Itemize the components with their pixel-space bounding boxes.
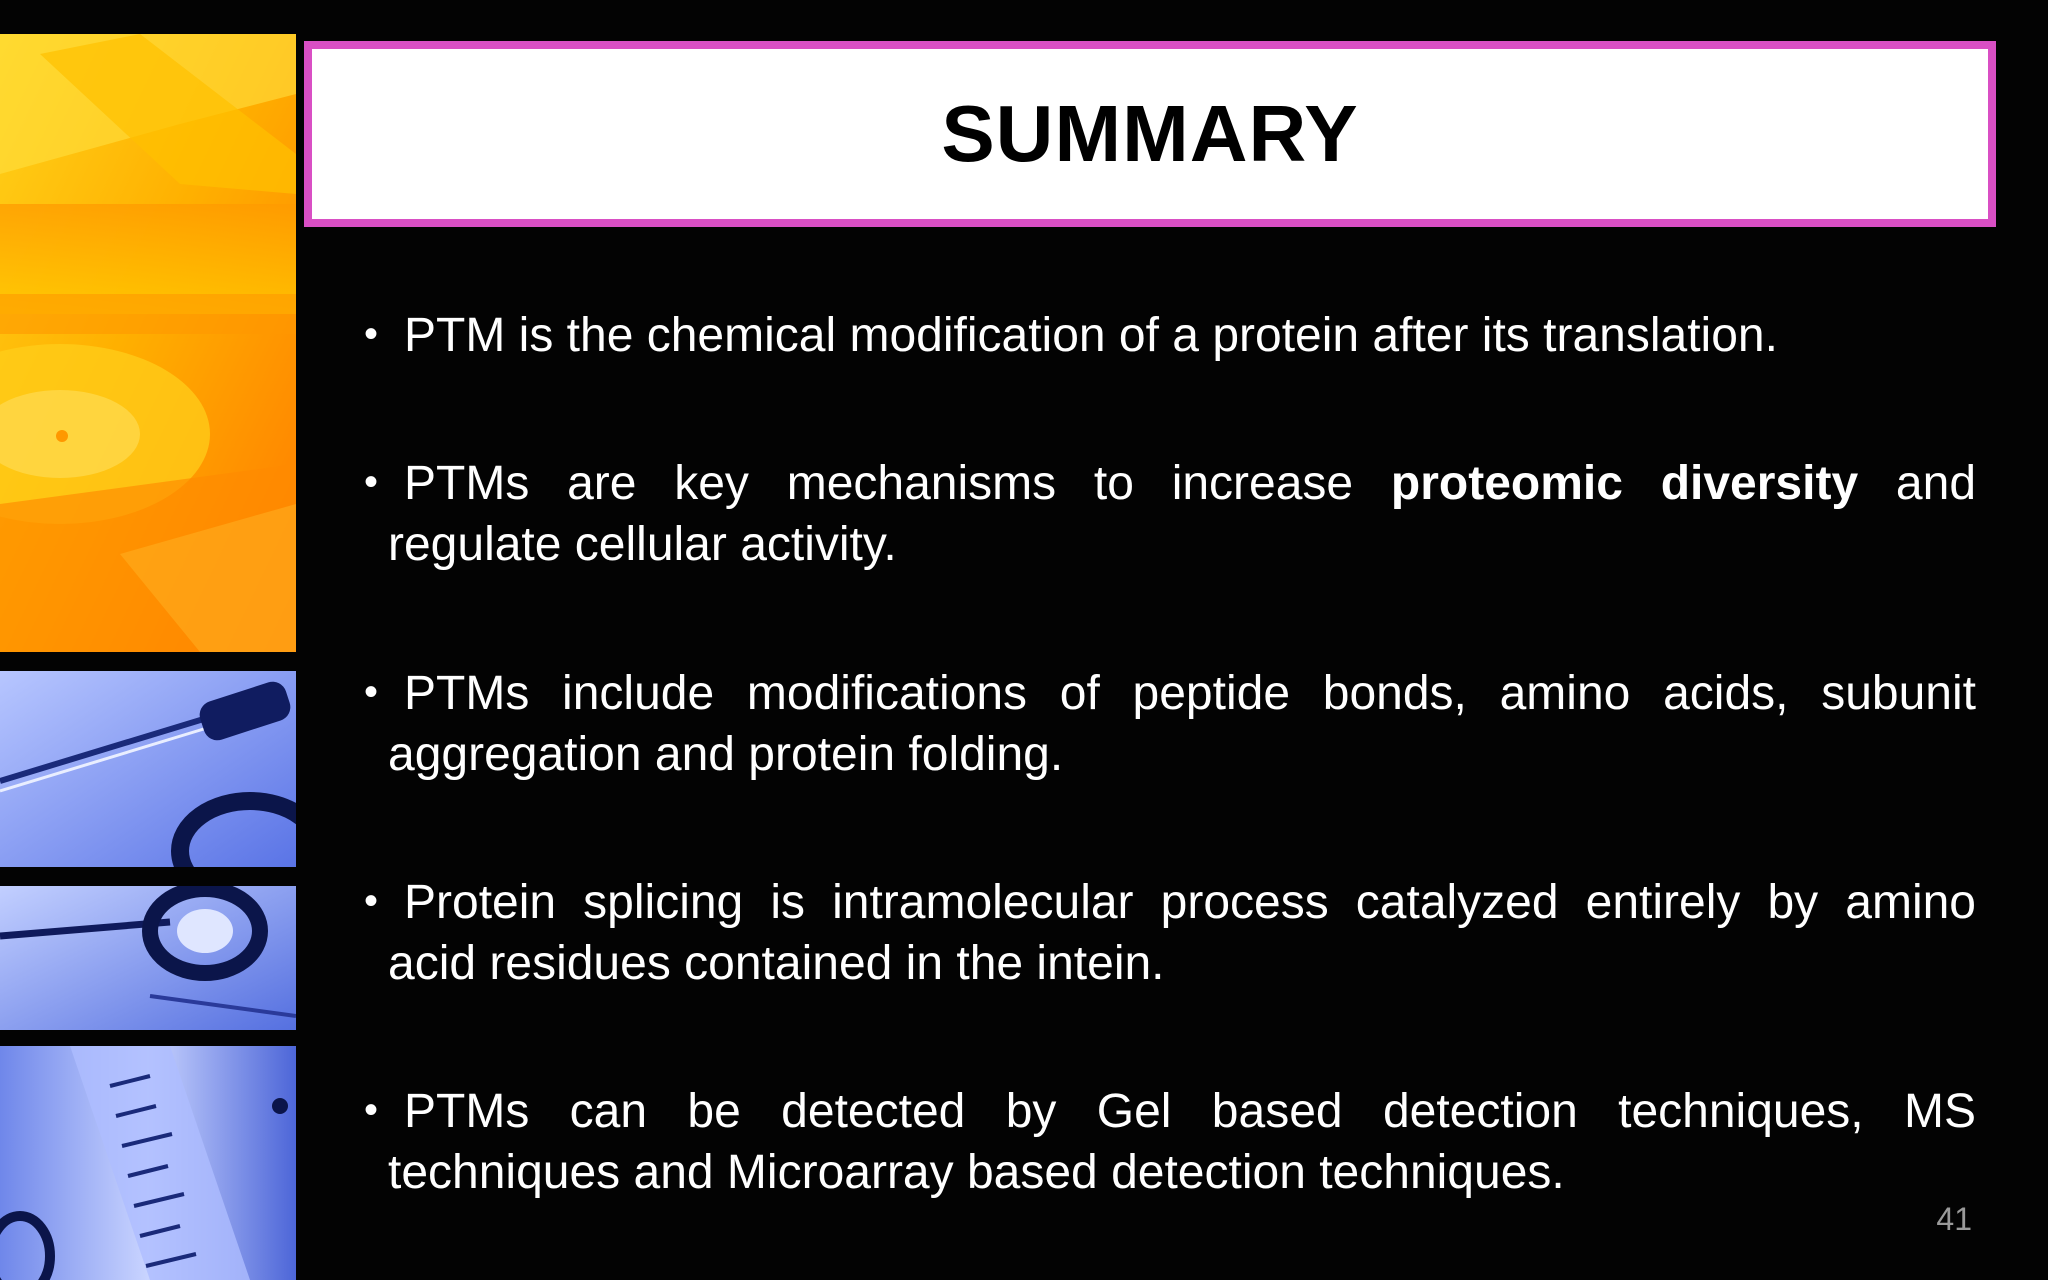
bullet-item <box>360 452 1976 575</box>
bullet-icon: • <box>364 670 379 714</box>
bullet-text: Protein splicing is intramolecular process catalyzed entirely by amino <box>404 876 1976 929</box>
bullet-text: PTM is the chemical modification of a protein after its translation. <box>404 309 1778 362</box>
slide-title: SUMMARY <box>941 89 1359 178</box>
bullet-icon: • <box>364 460 379 504</box>
bullet-emphasis: proteomic diversity <box>1390 457 1859 510</box>
bullet-continuation: techniques and Microarray based detection techniques. <box>388 1146 1565 1199</box>
title-box <box>304 41 1996 227</box>
bullet-item <box>360 304 1976 366</box>
bullet-continuation: regulate cellular activity. <box>388 518 897 571</box>
bullet-item <box>360 662 1976 785</box>
bullet-icon: • <box>364 1088 379 1132</box>
page-number: 41 <box>1936 1201 1972 1237</box>
bullet-text: PTMs are key mechanisms to increase <box>404 457 1391 510</box>
syringe-photo-icon <box>0 1046 296 1280</box>
bullet-icon: • <box>364 312 379 356</box>
orange-lab-photo-icon <box>0 34 296 652</box>
bullet-text: and <box>1858 457 1977 510</box>
bullet-icon: • <box>364 879 379 923</box>
bullet-item <box>360 871 1976 994</box>
bullet-continuation: aggregation and protein folding. <box>388 728 1064 781</box>
stethoscope-photo-icon <box>0 671 296 867</box>
bullet-text: PTMs can be detected by Gel based detection techniques, MS <box>404 1085 1976 1138</box>
stethoscope-photo-icon <box>0 886 296 1030</box>
bullet-continuation: acid residues contained in the intein. <box>388 937 1165 990</box>
bullet-text: PTMs include modifications of peptide bonds, amino acids, subunit <box>404 667 1976 720</box>
bullet-item <box>360 1080 1976 1203</box>
